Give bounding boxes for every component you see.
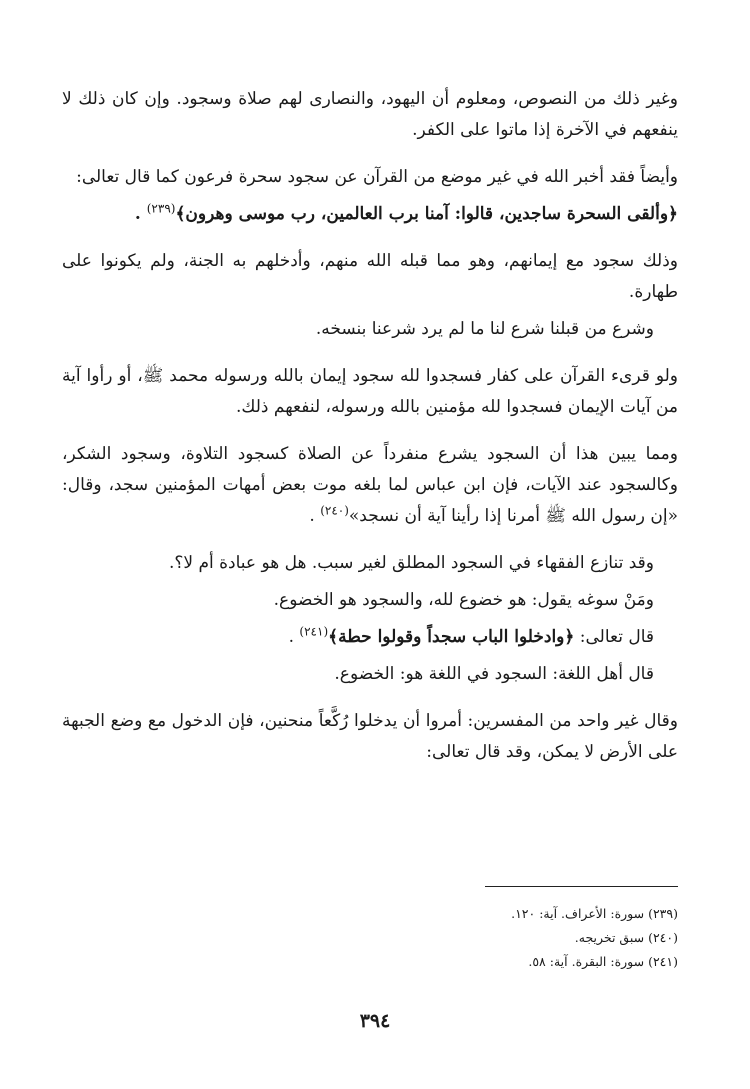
footnote-ref-240[interactable]: (٢٤٠) bbox=[320, 503, 349, 518]
paragraph-6-text: ومما يبين هذا أن السجود يشرع منفرداً عن الصلاة كسجود التلاوة، وسجود الشكر، وكالسجود عند الآيات، فإن ابن عباس لما بلغه موت بعض أمهات المؤمنين سجد، وقال: «إن رسول الله ﷺ أمرنا إذا رأينا آية أن نسجد» bbox=[62, 444, 678, 526]
paragraph-3: وذلك سجود مع إيمانهم، وهو مما قبله الله منهم، وأدخلهم به الجنة، ولم يكونوا على طهارة. bbox=[62, 251, 678, 302]
footnote-divider bbox=[485, 886, 678, 887]
paragraph-5: ولو قرىء القرآن على كفار فسجدوا لله سجود إيمان بالله ورسوله محمد ﷺ، أو رأوا آية من آيات الإيمان فسجدوا لله مؤمنين بالله ورسوله، لنفعهم ذلك. bbox=[62, 366, 678, 417]
page-number: ٣٩٤ bbox=[359, 1010, 391, 1032]
quran-verse-araf bbox=[62, 199, 678, 230]
footnote-240: (٢٤٠) سبق تخريجه. bbox=[574, 930, 678, 945]
paragraph-6 bbox=[62, 439, 678, 532]
paragraph-1: وغير ذلك من النصوص، ومعلوم أن اليهود، والنصارى لهم صلاة وسجود. وإن كان ذلك لا ينفعهم في الآخرة إذا ماتوا على الكفر. bbox=[62, 89, 678, 140]
footnote-ref-239[interactable]: (٢٣٩) bbox=[146, 201, 176, 216]
paragraph-7: وقد تنازع الفقهاء في السجود المطلق لغير سبب. هل هو عبادة أم لا؟. bbox=[168, 553, 654, 573]
paragraph-11: وقال غير واحد من المفسرين: أمروا أن يدخلوا رُكَّعاً منحنين، فإن الدخول مع وضع الجبهة على الأرض لا يمكن، وقد قال تعالى: bbox=[62, 711, 678, 762]
paragraph-9-tail: . bbox=[288, 627, 295, 647]
paragraph-9 bbox=[62, 622, 678, 653]
footnote-241: (٢٤١) سورة: البقرة. آية: ٥٨. bbox=[528, 954, 678, 969]
paragraph-2: وأيضاً فقد أخبر الله في غير موضع من القرآن عن سجود سحرة فرعون كما قال تعالى: bbox=[76, 167, 678, 187]
paragraph-8: ومَنْ سوغه يقول: هو خضوع لله، والسجود هو الخضوع. bbox=[273, 590, 654, 610]
footnote-ref-241[interactable]: (٢٤١) bbox=[299, 624, 329, 639]
verse-text: ﴿وألقى السحرة ساجدين، قالوا: آمنا برب العالمين، رب موسى وهرون﴾ bbox=[175, 204, 678, 224]
verse-tail: . bbox=[134, 204, 141, 224]
page-body bbox=[62, 84, 678, 768]
paragraph-6-tail: . bbox=[309, 506, 315, 526]
paragraph-4: وشرع من قبلنا شرع لنا ما لم يرد شرعنا بنسخه. bbox=[315, 319, 654, 339]
footnotes bbox=[438, 902, 678, 974]
quran-verse-baqara: ﴿وادخلوا الباب سجداً وقولوا حطة﴾ bbox=[328, 627, 575, 647]
paragraph-10: قال أهل اللغة: السجود في اللغة هو: الخضوع. bbox=[334, 664, 654, 684]
paragraph-9-pre: قال تعالى: bbox=[574, 627, 654, 647]
footnote-239: (٢٣٩) سورة: الأعراف. آية: ١٢٠. bbox=[511, 906, 678, 921]
